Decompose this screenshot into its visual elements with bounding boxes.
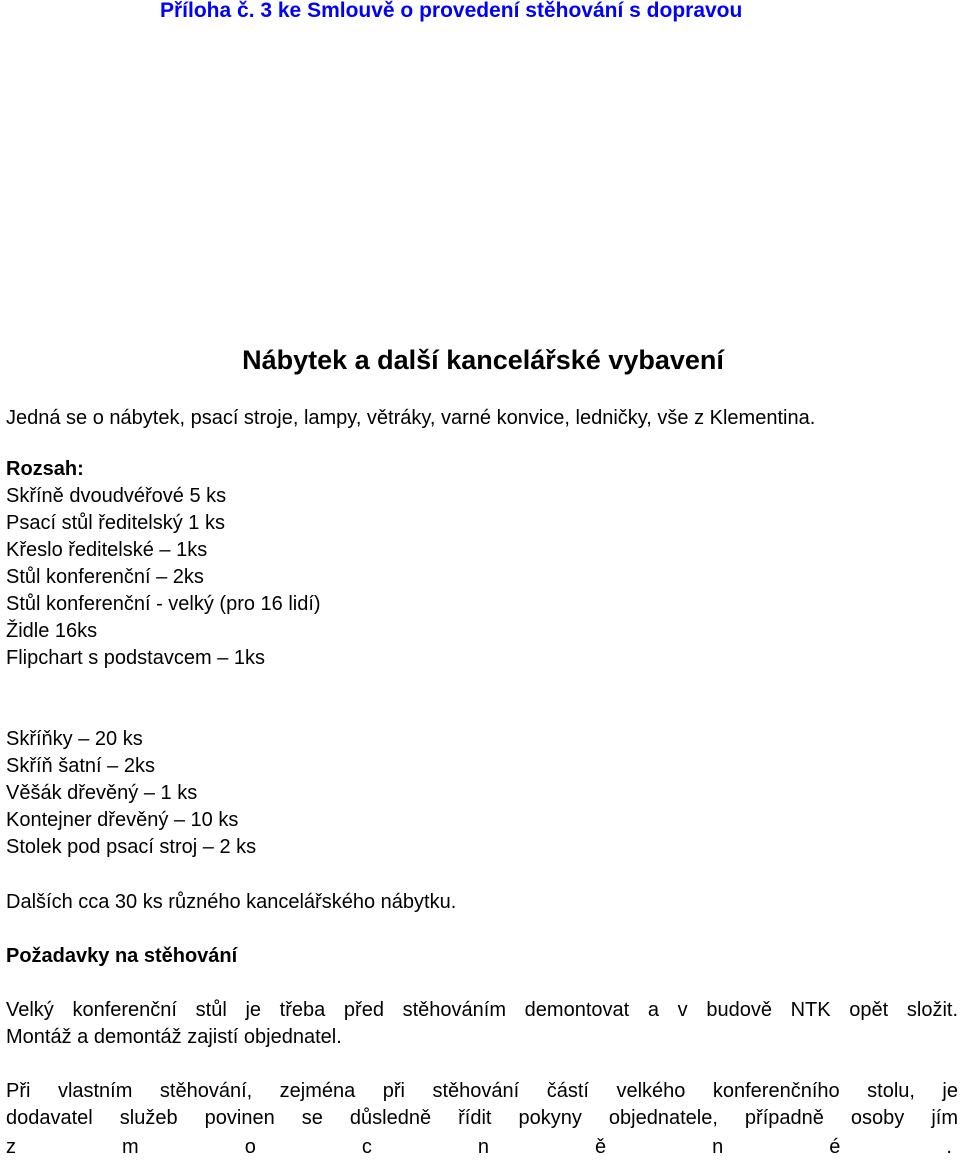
spaced-letter: c [361, 1136, 372, 1158]
spaced-letter: . [946, 1136, 952, 1158]
spaced-letter: z [6, 1136, 16, 1158]
list-item: Skříň šatní – 2ks [6, 755, 155, 777]
list-item: Psací stůl ředitelský 1 ks [6, 512, 225, 534]
list-item: Stůl konferenční – 2ks [6, 566, 204, 588]
list-item: Křeslo ředitelské – 1ks [6, 539, 208, 561]
requirements-line: Velký konferenční stůl je třeba před stěhováním demontovat a v budově NTK opět složit. [6, 999, 958, 1021]
other-furniture-note: Dalších cca 30 ks různého kancelářského nábytku. [6, 891, 457, 913]
final-paragraph-line: Při vlastním stěhování, zejména při stěhování částí velkého konferenčního stolu, je [6, 1080, 958, 1102]
spaced-letter: ě [595, 1136, 607, 1158]
list-item: Židle 16ks [6, 620, 98, 642]
spaced-letter: o [244, 1136, 256, 1158]
scope-list-secondary [6, 726, 256, 861]
list-item: Skříně dvoudvéřové 5 ks [6, 485, 227, 507]
requirements-heading: Požadavky na stěhování [6, 945, 238, 967]
list-item: Skříňky – 20 ks [6, 728, 143, 750]
list-item: Stůl konferenční - velký (pro 16 lidí) [6, 593, 321, 615]
spaced-letter: n [712, 1136, 724, 1158]
page-title: Nábytek a další kancelářské vybavení [242, 345, 724, 375]
spaced-letter: é [829, 1136, 841, 1158]
list-item: Kontejner dřevěný – 10 ks [6, 809, 239, 831]
list-item: Stolek pod psací stroj – 2 ks [6, 836, 257, 858]
final-paragraph-spaced-line [6, 1134, 952, 1160]
spaced-letter: n [477, 1136, 489, 1158]
spaced-letter: m [122, 1136, 139, 1158]
final-paragraph-line: dodavatel služeb povinen se důsledně řídit pokyny objednatele, případně osoby jím [6, 1107, 958, 1129]
attachment-header: Příloha č. 3 ke Smlouvě o provedení stěhování s dopravou [160, 0, 743, 22]
intro-text: Jedná se o nábytek, psací stroje, lampy, větráky, varné konvice, ledničky, vše z Klementina. [6, 407, 816, 429]
list-item: Flipchart s podstavcem – 1ks [6, 647, 265, 669]
scope-heading: Rozsah: [6, 458, 84, 480]
requirements-line: Montáž a demontáž zajistí objednatel. [6, 1026, 342, 1048]
list-item: Věšák dřevěný – 1 ks [6, 782, 198, 804]
scope-list [6, 456, 321, 672]
